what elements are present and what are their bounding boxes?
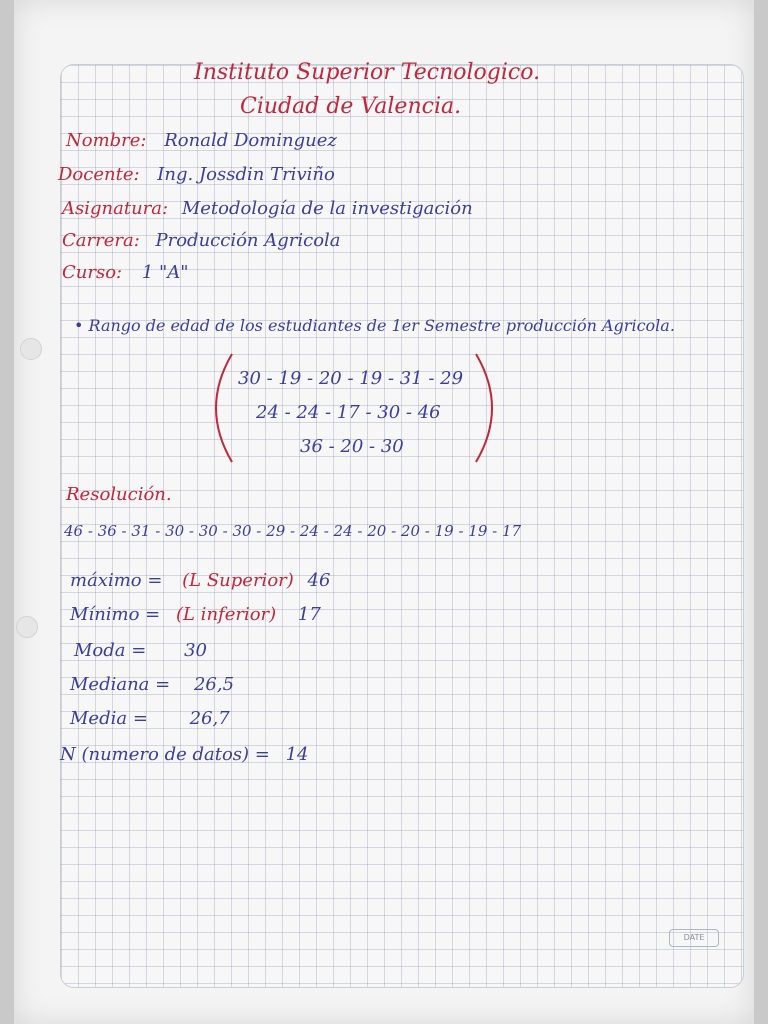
stat-label: N (numero de datos) = [60,744,270,765]
data-row: 30 - 19 - 20 - 19 - 31 - 29 [238,368,464,389]
stat-note: (L inferior) [175,604,277,625]
field-carrera [62,230,341,251]
binder-hole [20,338,42,360]
field-label: Nombre: [66,130,147,151]
stat-mediana [70,674,234,695]
field-label: Carrera: [62,230,140,251]
stat-media [70,708,230,729]
stat-n [60,744,309,765]
resolution-title: Resolución. [66,484,172,505]
stat-maximo [70,570,330,591]
field-value: 1 "A" [141,262,189,283]
field-docente [58,164,335,185]
field-label: Curso: [62,262,123,283]
stat-label: Mínimo = [70,604,161,625]
stat-value: 14 [285,744,309,765]
field-label: Asignatura: [62,198,169,219]
stat-label: Media = [70,708,148,729]
institute-title: Instituto Superior Tecnologico. [194,60,541,85]
stat-label: Moda = [74,640,147,661]
field-value: Ronald Dominguez [164,130,337,151]
stat-value: 26,7 [189,708,230,729]
stat-minimo [70,604,321,625]
data-row: 24 - 24 - 17 - 30 - 46 [256,402,441,423]
sorted-data: 46 - 36 - 31 - 30 - 30 - 30 - 29 - 24 - 24 - 20 - 20 - 19 - 19 - 17 [64,522,522,540]
page-stamp: DATE [669,929,719,947]
stat-value: 30 [184,640,207,661]
stat-value: 17 [297,604,321,625]
notebook-page [14,0,754,1024]
stat-moda [74,640,207,661]
field-value: Producción Agricola [155,230,341,251]
field-value: Metodología de la investigación [181,198,473,219]
field-asignatura [62,198,473,219]
city-title: Ciudad de Valencia. [240,94,462,119]
problem-statement: • Rango de edad de los estudiantes de 1er Semestre producción Agricola. [74,316,675,335]
binder-hole [16,616,38,638]
field-label: Docente: [58,164,140,185]
field-nombre [66,130,337,151]
data-row: 36 - 20 - 30 [300,436,404,457]
stat-note: (L Superior) [182,570,294,591]
stat-value: 46 [307,570,331,591]
field-curso [62,262,189,283]
stat-label: Mediana = [70,674,171,695]
field-value: Ing. Jossdin Triviño [157,164,335,185]
stat-value: 26,5 [193,674,235,695]
stat-label: máximo = [70,570,163,591]
